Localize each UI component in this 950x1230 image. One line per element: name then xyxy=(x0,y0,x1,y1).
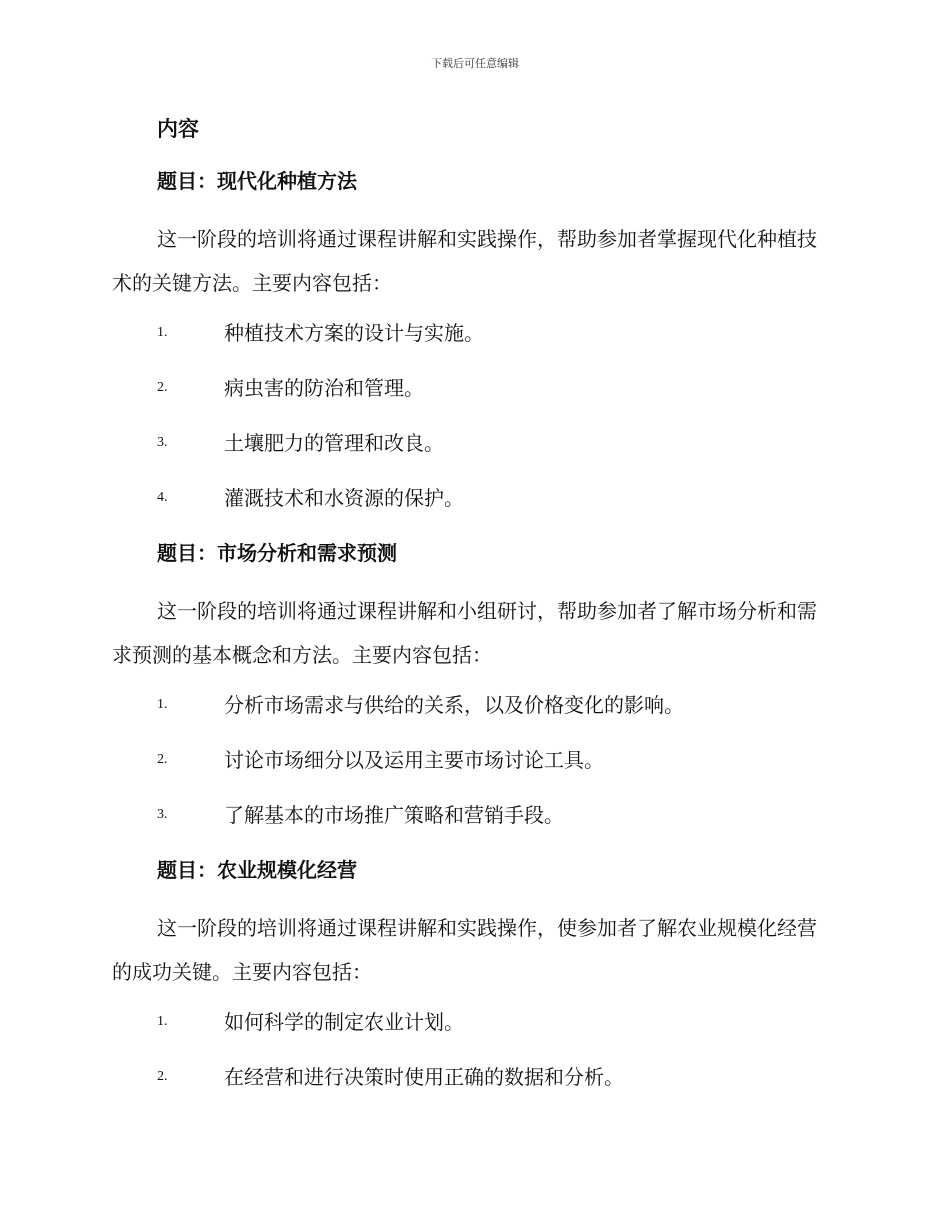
list-item xyxy=(112,742,832,797)
list-text: 如何科学的制定农业计划。 xyxy=(224,1010,464,1034)
numbered-list xyxy=(112,687,832,852)
list-text: 讨论市场细分以及运用主要市场讨论工具。 xyxy=(224,748,604,772)
section-heading: 题目：现代化种植方法 xyxy=(157,169,357,193)
section-modern-planting xyxy=(112,163,832,535)
list-number: 2. xyxy=(157,380,168,395)
numbered-list xyxy=(112,315,832,535)
list-number: 3. xyxy=(157,807,168,822)
section-heading: 题目：市场分析和需求预测 xyxy=(157,541,397,565)
list-text: 了解基本的市场推广策略和营销手段。 xyxy=(224,803,564,827)
list-text: 灌溉技术和水资源的保护。 xyxy=(224,486,464,510)
list-text: 土壤肥力的管理和改良。 xyxy=(224,431,444,455)
section-heading: 题目：农业规模化经营 xyxy=(157,858,357,882)
list-number: 3. xyxy=(157,435,168,450)
list-item xyxy=(112,370,832,425)
page-header: 下载后可任意编辑 xyxy=(431,57,519,70)
list-item xyxy=(112,1059,832,1114)
list-item xyxy=(112,425,832,480)
section-paragraph: 这一阶段的培训将通过课程讲解和实践操作，使参加者了解农业规模化经营的成功关键。主要内容包括： xyxy=(112,916,817,984)
document-title: 内容 xyxy=(157,117,199,141)
numbered-list xyxy=(112,1004,832,1114)
list-number: 4. xyxy=(157,490,168,505)
list-item xyxy=(112,315,832,370)
section-paragraph: 这一阶段的培训将通过课程讲解和实践操作，帮助参加者掌握现代化种植技术的关键方法。主要内容包括： xyxy=(112,227,817,295)
section-market-analysis xyxy=(112,535,832,852)
list-text: 种植技术方案的设计与实施。 xyxy=(224,321,484,345)
list-item xyxy=(112,687,832,742)
list-text: 病虫害的防治和管理。 xyxy=(224,376,424,400)
list-number: 2. xyxy=(157,752,168,767)
section-scaled-farming xyxy=(112,852,832,1114)
list-text: 分析市场需求与供给的关系，以及价格变化的影响。 xyxy=(224,693,684,717)
list-number: 1. xyxy=(157,1014,168,1029)
list-number: 1. xyxy=(157,325,168,340)
list-item xyxy=(112,1004,832,1059)
section-paragraph: 这一阶段的培训将通过课程讲解和小组研讨，帮助参加者了解市场分析和需求预测的基本概念和方法。主要内容包括： xyxy=(112,599,817,667)
list-item xyxy=(112,480,832,535)
list-number: 1. xyxy=(157,697,168,712)
list-text: 在经营和进行决策时使用正确的数据和分析。 xyxy=(224,1065,624,1089)
list-number: 2. xyxy=(157,1069,168,1084)
list-item xyxy=(112,797,832,852)
